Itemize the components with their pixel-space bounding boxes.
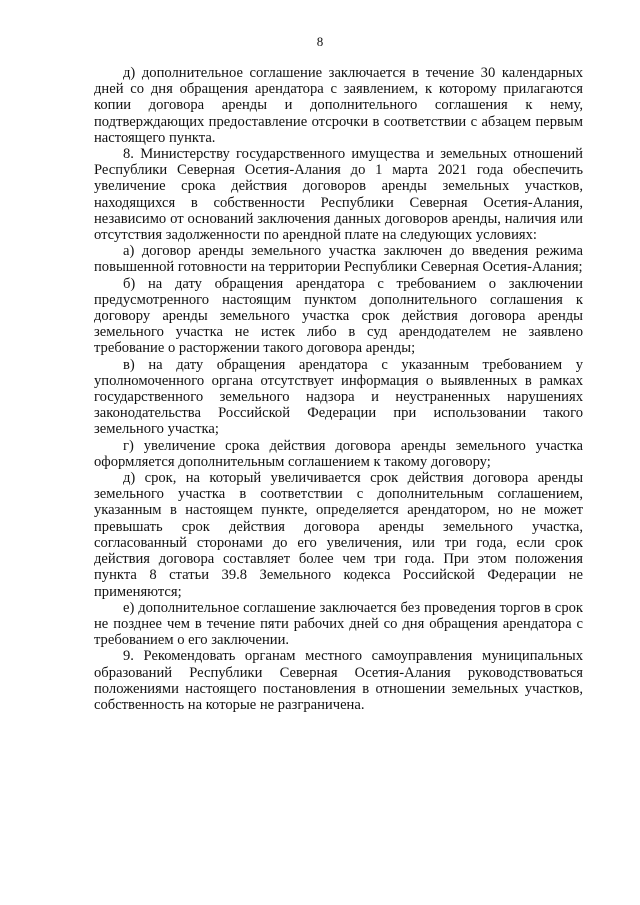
paragraph-condition-d: д) срок, на который увеличивается срок действия договора аренды земельного участка в соответствии с дополнительным соглашением, указанным в настоящем пункте, определяется арендатором, но не может превышать срок действия договора аренды земельного участка, согласованный сторонами до его увеличения, или три года, если срок действия договора составляет более чем три года. При этом положения пункта 8 статьи 39.8 Земельного кодекса Российской Федерации не применяются; bbox=[94, 470, 583, 600]
paragraph-item-9: 9. Рекомендовать органам местного самоуправления муниципальных образований Республики Северная Осетия-Алания руководствоваться положениями настоящего постановления в отношении земельных участков, собственность на которые не разграничена. bbox=[94, 648, 583, 713]
document-body bbox=[94, 65, 583, 713]
paragraph-condition-a: а) договор аренды земельного участка заключен до введения режима повышенной готовности на территории Республики Северная Осетия-Алания; bbox=[94, 243, 583, 276]
paragraph-clause-d-agreement-term: д) дополнительное соглашение заключается в течение 30 календарных дней со дня обращения арендатора с заявлением, к которому прилагаются копии договора аренды и дополнительного соглашения к нему, подтверждающих предоставление отсрочки в соответствии с абзацем первым настоящего пункта. bbox=[94, 65, 583, 146]
paragraph-condition-e: е) дополнительное соглашение заключается без проведения торгов в срок не позднее чем в течение пяти рабочих дней со дня обращения арендатора с требованием о его заключении. bbox=[94, 599, 583, 649]
page-number: 8 bbox=[316, 34, 324, 49]
paragraph-item-8: 8. Министерству государственного имущества и земельных отношений Республики Северная Осетия-Алания до 1 марта 2021 года обеспечить увеличение срока действия договоров аренды земельных участков, находящихся в собственности Республики Северная Осетия-Алания, независимо от оснований заключения данных договоров аренды, наличия или отсутствия задолженности по арендной плате на следующих условиях: bbox=[94, 146, 583, 244]
paragraph-condition-b: б) на дату обращения арендатора с требованием о заключении предусмотренного настоящим пунктом дополнительного соглашения к договору аренды земельного участка срок действия договора аренды земельного участка не истек либо в суд арендодателем не заявлено требование о расторжении такого договора аренды; bbox=[94, 275, 583, 357]
paragraph-condition-g: г) увеличение срока действия договора аренды земельного участка оформляется дополнительным соглашением к такому договору; bbox=[94, 437, 583, 470]
paragraph-condition-v: в) на дату обращения арендатора с указанным требованием у уполномоченного органа отсутствует информация о выявленных в рамках государственного земельного надзора и неустраненных нарушениях законодательства Российской Федерации при использовании такого земельного участка; bbox=[94, 356, 583, 438]
